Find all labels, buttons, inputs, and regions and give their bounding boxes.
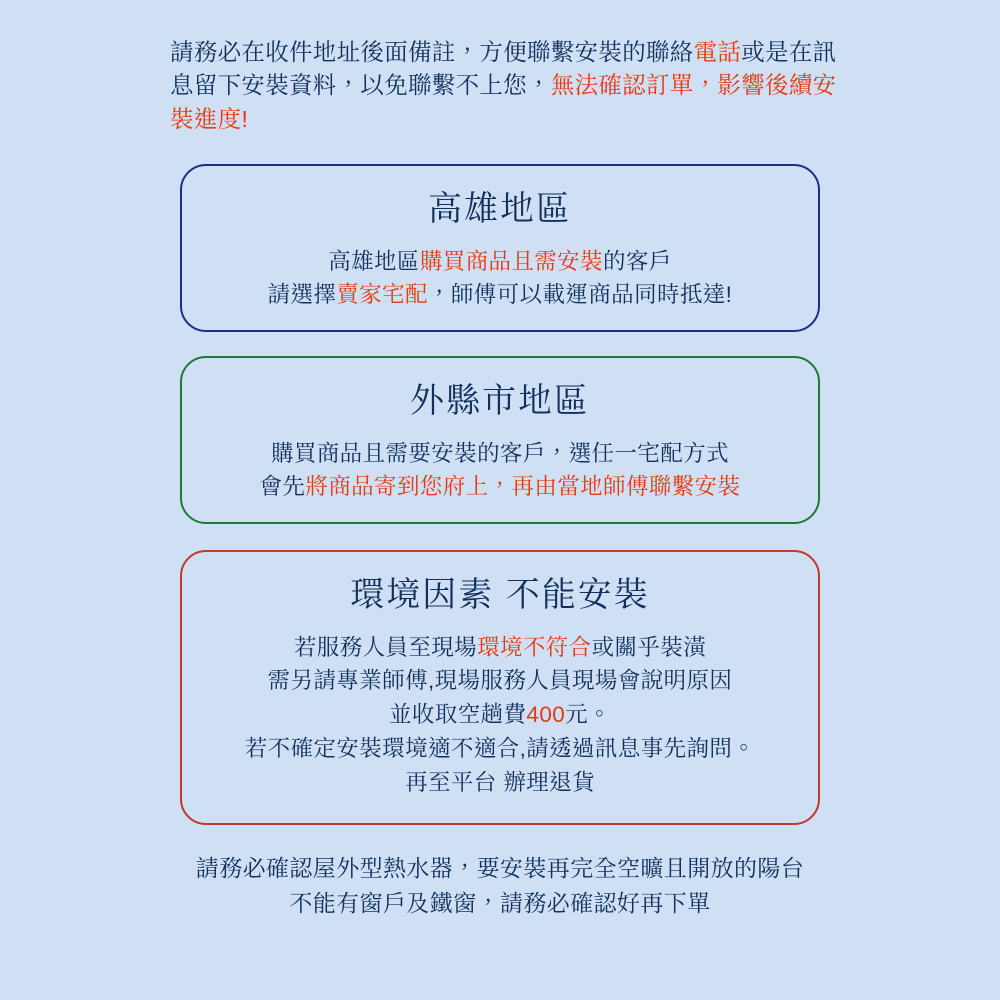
bottom-notice-line-1: 請務必確認屋外型熱水器，要安裝再完全空曠且開放的陽台 (195, 855, 805, 882)
bottom-notice-line-2: 不能有窗戶及鐵窗，請務必確認好再下單 (289, 889, 711, 916)
top-notice-line1-part1: 請務必在收件地址後面備註，方便聯繫安裝的聯絡 (170, 39, 694, 65)
text-highlight: 購買商品且需安裝 (419, 248, 604, 274)
section-kaohsiung-line-1 (200, 245, 800, 279)
section-environment-body (200, 631, 800, 800)
text-highlight: 賣家宅配 (336, 282, 428, 308)
section-kaohsiung-body (200, 245, 800, 313)
text-part: 會先 (259, 474, 306, 500)
section-environment (180, 550, 820, 825)
text-part: 的客戶 (603, 248, 672, 274)
section-outside-county-body (200, 437, 800, 505)
top-notice (170, 36, 840, 136)
text-highlight: 環境不符合 (477, 634, 592, 660)
text-part: ，師傅可以載運商品同時抵達! (427, 282, 733, 308)
section-environment-line-2 (200, 664, 800, 698)
section-environment-line-1 (200, 631, 800, 665)
section-environment-line-3 (200, 698, 800, 732)
section-environment-line-4 (200, 732, 800, 766)
section-kaohsiung-title: 高雄地區 (428, 190, 572, 229)
section-environment-title: 環境因素 不能安裝 (350, 576, 650, 615)
section-outside-county (180, 356, 820, 524)
text-highlight: 將商品寄到您府上，再由當地師傅聯繫安裝 (305, 474, 741, 500)
section-environment-line-5 (200, 766, 800, 800)
text-part: 若不確定安裝環境適不適合,請透過訊息事先詢問。 (244, 735, 756, 761)
text-part: 元。 (565, 702, 611, 728)
section-outside-county-line-2 (200, 470, 800, 504)
text-part: 請選擇 (267, 282, 337, 308)
text-part: 高雄地區 (328, 248, 420, 274)
bottom-notice (168, 851, 832, 920)
section-outside-county-title: 外縣市地區 (410, 382, 590, 421)
section-outside-county-line-1 (200, 437, 800, 471)
text-highlight: 400 (526, 702, 566, 728)
text-part: 若服務人員至現場 (293, 634, 478, 660)
top-notice-line2-highlight: 無法確認訂單，影響後 (550, 72, 789, 99)
text-part: 需另請專業師傅,現場服務人員現場會說明原因 (267, 668, 733, 694)
section-kaohsiung-line-2 (200, 278, 800, 312)
text-part: 或關乎裝潢 (591, 634, 707, 660)
top-notice-line1-part2: 或是在 (741, 39, 813, 65)
section-kaohsiung (180, 164, 820, 332)
top-notice-line1-highlight: 電話 (693, 39, 742, 65)
top-notice-line2-part1: 訊息留下安裝資料，以免聯繫不上您， (170, 39, 837, 99)
top-notice-line3-highlight: 續安裝進度! (170, 72, 837, 132)
text-part: 並收取空趟費 (389, 702, 527, 728)
text-part: 再至平台 辦理退貨 (405, 769, 595, 795)
text-part: 購買商品且需要安裝的客戶，選任一宅配方式 (270, 440, 729, 466)
